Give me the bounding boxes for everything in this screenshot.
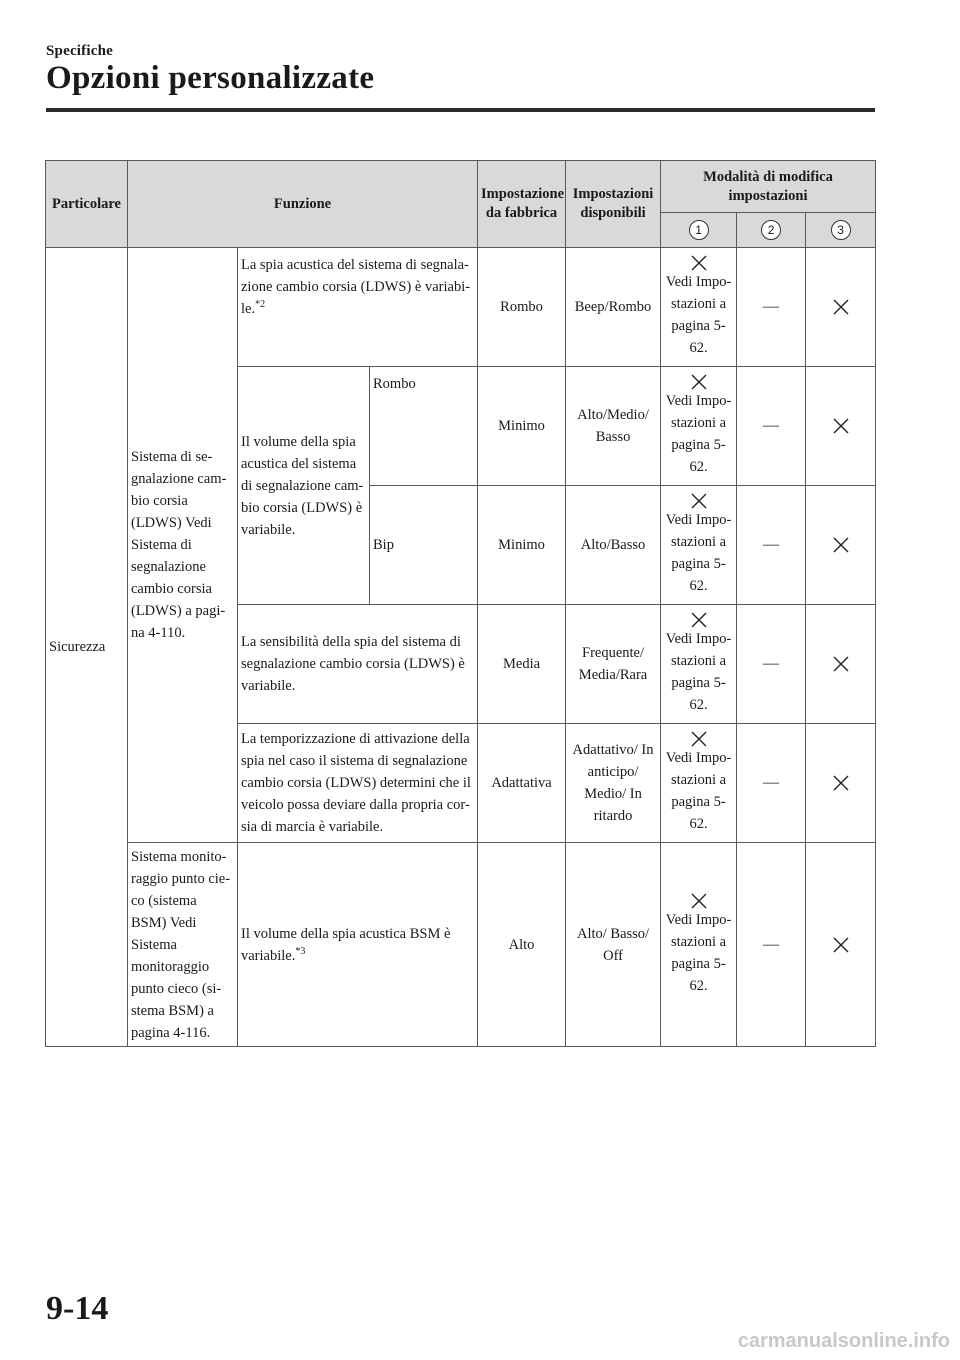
subsystem-cell: Sistema monito-raggio punto cie-co (sistema BSM) Vedi Sistema monitoraggio punto cieco (si-stema BSM) a pagina 4-116. xyxy=(128,843,238,1047)
function-cell: La sensibilità della spia del sistema di segnalazione cambio corsia (LDWS) è variabile. xyxy=(238,605,478,724)
page-title: Opzioni personalizzate xyxy=(46,60,375,96)
custom-options-table xyxy=(45,160,876,1047)
col-header-function: Funzione xyxy=(128,161,478,248)
function-cell xyxy=(238,248,478,367)
cross-icon xyxy=(691,612,707,628)
footnote-marker: *2 xyxy=(255,299,266,311)
method-3-cell xyxy=(806,486,876,605)
method-2-cell: — xyxy=(737,605,806,724)
default-cell: Adattativa xyxy=(478,724,566,843)
circled-number: 1 xyxy=(689,220,709,240)
reference-text: Vedi Impo-stazioni a pagina 5-62. xyxy=(665,512,732,594)
circled-number: 2 xyxy=(761,220,781,240)
function-cell: Il volume della spia acustica del sistema di segnalazione cam-bio corsia (LDWS) è variabile. xyxy=(238,367,370,605)
reference-text: Vedi Impo-stazioni a pagina 5-62. xyxy=(665,750,732,832)
method-1-cell xyxy=(661,248,737,367)
cross-icon xyxy=(833,418,849,434)
function-text: Il volume della spia acustica BSM è variabile. xyxy=(241,925,451,964)
footnote-marker: *3 xyxy=(295,945,306,957)
col-header-available: Impostazioni disponibili xyxy=(566,161,661,248)
method-1-cell xyxy=(661,724,737,843)
reference-text: Vedi Impo-stazioni a pagina 5-62. xyxy=(665,631,732,713)
function-cell: La temporizzazione di attivazione della spia nel caso il sistema di segnalazione cambio corsia (LDWS) determini che il veicolo possa deviare dalla propria cor-sia di marcia è variabile. xyxy=(238,724,478,843)
col-header-method: Modalità di modifica impostazioni xyxy=(661,161,876,213)
table-row xyxy=(46,248,876,367)
col-header-method-3 xyxy=(806,213,876,248)
function-cell xyxy=(238,843,478,1047)
cross-icon xyxy=(691,893,707,909)
table-row xyxy=(46,843,876,1047)
method-1-cell xyxy=(661,486,737,605)
sub-option-cell: Rombo xyxy=(370,367,478,486)
method-3-cell xyxy=(806,724,876,843)
available-cell: Adattativo/ In anticipo/ Medio/ In ritardo xyxy=(566,724,661,843)
sub-option-cell: Bip xyxy=(370,486,478,605)
cross-icon xyxy=(691,493,707,509)
method-1-cell xyxy=(661,843,737,1047)
cross-icon xyxy=(833,299,849,315)
cross-icon xyxy=(691,731,707,747)
cross-icon xyxy=(691,255,707,271)
method-3-cell xyxy=(806,248,876,367)
col-header-default: Impostazione da fabbrica xyxy=(478,161,566,248)
category-cell: Sicurezza xyxy=(46,248,128,1047)
method-3-cell xyxy=(806,605,876,724)
title-divider xyxy=(46,108,875,112)
available-cell: Alto/Basso xyxy=(566,486,661,605)
cross-icon xyxy=(833,937,849,953)
method-2-cell: — xyxy=(737,248,806,367)
method-3-cell xyxy=(806,367,876,486)
method-2-cell: — xyxy=(737,486,806,605)
section-label: Specifiche xyxy=(46,43,113,59)
cross-icon xyxy=(833,656,849,672)
cross-icon xyxy=(833,775,849,791)
cross-icon xyxy=(691,374,707,390)
default-cell: Rombo xyxy=(478,248,566,367)
method-2-cell: — xyxy=(737,367,806,486)
method-1-cell xyxy=(661,605,737,724)
available-cell: Beep/Rombo xyxy=(566,248,661,367)
default-cell: Media xyxy=(478,605,566,724)
method-1-cell xyxy=(661,367,737,486)
reference-text: Vedi Impo-stazioni a pagina 5-62. xyxy=(665,911,732,994)
available-cell: Alto/Medio/ Basso xyxy=(566,367,661,486)
method-3-cell xyxy=(806,843,876,1047)
default-cell: Minimo xyxy=(478,486,566,605)
method-2-cell: — xyxy=(737,843,806,1047)
col-header-item: Particolare xyxy=(46,161,128,248)
page-number: 9-14 xyxy=(46,1290,109,1327)
cross-icon xyxy=(833,537,849,553)
method-2-cell: — xyxy=(737,724,806,843)
reference-text: Vedi Impo-stazioni a pagina 5-62. xyxy=(665,274,732,356)
available-cell: Frequente/ Media/Rara xyxy=(566,605,661,724)
subsystem-cell: Sistema di se-gnalazione cam-bio corsia (LDWS) Vedi Sistema di segnalazione cambio corsia (LDWS) a pagi-na 4-110. xyxy=(128,248,238,843)
circled-number: 3 xyxy=(831,220,851,240)
default-cell: Minimo xyxy=(478,367,566,486)
reference-text: Vedi Impo-stazioni a pagina 5-62. xyxy=(665,393,732,475)
watermark: carmanualsonline.info xyxy=(737,1330,950,1352)
function-text: La spia acustica del sistema di segnala-zione cambio corsia (LDWS) è variabi-le. xyxy=(241,257,471,317)
col-header-method-2 xyxy=(737,213,806,248)
default-cell: Alto xyxy=(478,843,566,1047)
col-header-method-1 xyxy=(661,213,737,248)
available-cell: Alto/ Basso/ Off xyxy=(566,843,661,1047)
